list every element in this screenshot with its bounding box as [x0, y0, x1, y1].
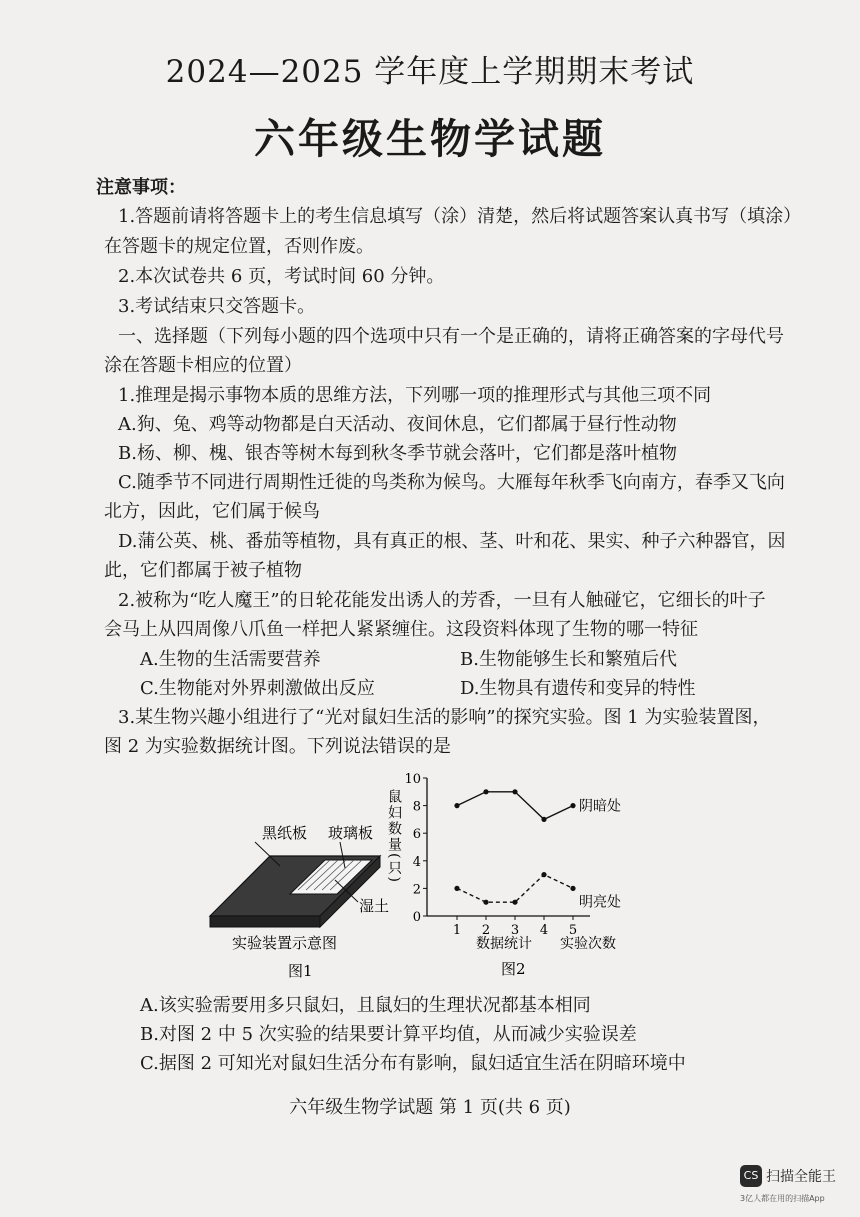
- notice-item-2: 2.本次试卷共 6 页，考试时间 60 分钟。: [118, 266, 445, 287]
- label-moist-soil: 湿土: [359, 897, 390, 915]
- chart-y-tick-label: 4: [412, 854, 421, 870]
- question-2-option-c: C.生物能对外界刺激做出反应: [140, 678, 375, 699]
- chart-x-tick-label: 4: [539, 923, 549, 938]
- figures-svg: [180, 764, 680, 986]
- chart-data-point: [512, 900, 517, 905]
- scanner-logo-icon: CS: [740, 1165, 762, 1187]
- chart-data-point: [541, 817, 546, 822]
- figure-1-apparatus: [210, 824, 389, 980]
- page-footer: 六年级生物学试题 第 1 页(共 6 页): [289, 1097, 571, 1118]
- figure-1-number: 图1: [288, 962, 313, 980]
- notice-item-1: 1.答题前请将答题卡上的考生信息填写（涂）清楚，然后将试题答案认真书写（填涂）: [118, 206, 802, 227]
- scanner-watermark: [740, 1165, 836, 1203]
- chart-y-tick-label: 0: [412, 910, 421, 925]
- question-1-option-c: C.随季节不同进行周期性迁徙的鸟类称为候鸟。大雁每年秋季飞向南方，春季又飞向: [118, 472, 785, 493]
- section-heading: 一、选择题（下列每小题的四个选项中只有一个是正确的，请将正确答案的字母代号: [118, 326, 784, 347]
- chart-data-point: [570, 803, 575, 808]
- chart-data-point: [483, 789, 488, 794]
- question-2-stem: 2.被称为“吃人魔王”的日轮花能发出诱人的芳香，一旦有人触碰它，它细长的叶子: [118, 590, 766, 611]
- chart-y-axis-label: 鼠妇数量(只): [386, 789, 402, 884]
- figure-2-number: 图2: [501, 960, 526, 978]
- notice-item-3: 3.考试结束只交答题卡。: [118, 296, 316, 317]
- chart-x-tick-label: 3: [510, 923, 520, 938]
- chart-data-point: [454, 803, 459, 808]
- subject-title: 六年级生物学试题: [254, 115, 606, 163]
- question-1-stem: 1.推理是揭示事物本质的思维方法，下列哪一项的推理形式与其他三项不同: [118, 385, 712, 406]
- chart-y-tick-label: 10: [404, 772, 421, 787]
- chart-x-axis-label: 实验次数: [560, 936, 616, 952]
- question-2-stem-cont: 会马上从四周像八爪鱼一样把人紧紧缠住。这段资料体现了生物的哪一特征: [104, 619, 698, 640]
- question-3-figures: [180, 764, 680, 986]
- figure-2-line-chart: [386, 772, 621, 978]
- chart-y-tick-label: 8: [412, 799, 421, 815]
- apparatus-front-side: [210, 916, 320, 927]
- chart-series-label: 阴暗处: [579, 798, 621, 815]
- chart-series-line-1: [457, 792, 573, 820]
- chart-x-caption: 数据统计: [476, 936, 532, 952]
- exam-title: 2024—2025 学年度上学期期末考试: [165, 54, 695, 90]
- chart-x-tick-label: 5: [568, 923, 578, 938]
- chart-data-point: [570, 886, 575, 891]
- question-1-option-d: D.蒲公英、桃、番茄等植物，具有真正的根、茎、叶和花、果实、种子六种器官，因: [118, 531, 786, 552]
- chart-y-tick-label: 2: [412, 882, 421, 898]
- question-3-option-b: B.对图 2 中 5 次实验的结果要计算平均值，从而减少实验误差: [140, 1024, 637, 1045]
- question-2-option-a: A.生物的生活需要营养: [140, 649, 321, 670]
- chart-data-point: [483, 900, 488, 905]
- question-2-option-b: B.生物能够生长和繁殖后代: [460, 649, 677, 670]
- chart-data-point: [454, 886, 459, 891]
- scanner-app-name: 扫描全能王: [766, 1169, 836, 1185]
- question-3-stem-cont: 图 2 为实验数据统计图。下列说法错误的是: [104, 736, 451, 757]
- question-2-option-d: D.生物具有遗传和变异的特性: [460, 678, 696, 699]
- question-1-option-c-cont: 北方，因此，它们属于候鸟: [104, 501, 320, 522]
- chart-data-point: [541, 872, 546, 877]
- chart-x-tick-label: 2: [481, 923, 491, 938]
- question-3-option-c: C.据图 2 可知光对鼠妇生活分布有影响，鼠妇适宜生活在阴暗环境中: [140, 1053, 686, 1074]
- notice-heading: 注意事项：: [96, 177, 186, 198]
- figure-1-caption: 实验装置示意图: [232, 934, 338, 952]
- notice-item-1-cont: 在答题卡的规定位置，否则作废。: [104, 236, 374, 257]
- label-glass-plate: 玻璃板: [328, 824, 374, 842]
- question-1-option-a: A.狗、兔、鸡等动物都是白天活动、夜间休息，它们都属于昼行性动物: [118, 414, 677, 435]
- chart-series-label: 明亮处: [579, 894, 621, 911]
- question-1-option-b: B.杨、柳、槐、银杏等树木每到秋冬季节就会落叶，它们都是落叶植物: [118, 443, 677, 464]
- section-heading-cont: 涂在答题卡相应的位置）: [104, 355, 302, 376]
- chart-series-line-2: [457, 875, 573, 903]
- chart-data-point: [512, 789, 517, 794]
- question-3-stem: 3.某生物兴趣小组进行了“光对鼠妇生活的影响”的探究实验。图 1 为实验装置图，: [118, 707, 771, 728]
- chart-x-tick-label: 1: [452, 923, 462, 938]
- label-black-board: 黑纸板: [262, 824, 308, 842]
- question-1-option-d-cont: 此，它们都属于被子植物: [104, 560, 302, 581]
- scanner-tagline: 3亿人都在用的扫描App: [740, 1194, 825, 1203]
- chart-y-tick-label: 6: [412, 827, 421, 843]
- question-3-option-a: A.该实验需要用多只鼠妇，且鼠妇的生理状况都基本相同: [140, 995, 591, 1016]
